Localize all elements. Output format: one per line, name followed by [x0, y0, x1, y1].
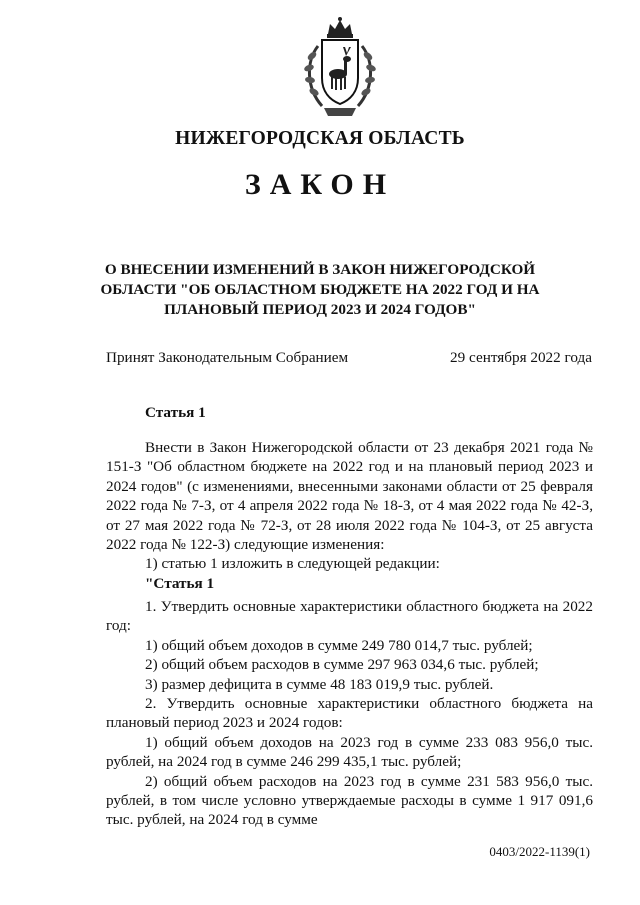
article-body [106, 438, 593, 593]
budget-2022-income: 1) общий объем доходов в сумме 249 780 014,7 тыс. рублей; [145, 636, 533, 654]
budget-2023-2024-income: 1) общий объем доходов на 2023 год в сумме 233 083 956,0 тыс. рублей, на 2024 год в сумме 246 299 435,1 тыс. рублей; [106, 733, 593, 771]
budget-2022-expenses: 2) общий объем расходов в сумме 297 963 034,6 тыс. рублей; [145, 656, 539, 674]
change-item-1: 1) статью 1 изложить в следующей редакции: [145, 555, 440, 573]
law-title: О ВНЕСЕНИИ ИЗМЕНЕНИЙ В ЗАКОН НИЖЕГОРОДСКОЙ ОБЛАСТИ "ОБ ОБЛАСТНОМ БЮДЖЕТЕ НА 2022 ГОД И НА ПЛАНОВЫЙ ПЕРИОД 2023 И 2024 ГОДОВ" [100, 261, 540, 318]
adoption-text: Принят Законодательным Собранием [106, 349, 349, 366]
region-name: НИЖЕГОРОДСКАЯ ОБЛАСТЬ [175, 128, 465, 149]
document-code: 0403/2022-1139(1) [489, 844, 590, 859]
article-heading: Статья 1 [145, 404, 206, 421]
budget-2023-2024-paragraph: 2. Утвердить основные характеристики областного бюджета на плановый период 2023 и 2024 годов: [106, 695, 593, 732]
article-intro-paragraph: Внести в Закон Нижегородской области от 23 декабря 2021 года № 151-З "Об областном бюджете на 2022 год и на плановый период 2023 и 2024 годов" (с изменениями, внесенными законами области от 25 февраля 2022 года № 7-З, от 4 апреля 2022 года № 18-З, от 4 мая 2022 года № 42-З, от 27 мая 2022 года № 72-З, от 28 июля 2022 года № 104-З, от 25 августа 2022 года № 122-З) следующие изменения: [106, 439, 593, 554]
document-type: ЗАКОН [244, 168, 396, 201]
coat-of-arms-emblem [300, 16, 380, 120]
adoption-date: 29 сентября 2022 года [450, 349, 592, 366]
quoted-article-heading: "Статья 1 [145, 574, 215, 592]
budget-2022-paragraph: 1. Утвердить основные характеристики областного бюджета на 2022 год: [106, 598, 593, 635]
quoted-article-body [106, 597, 593, 830]
budget-2022-deficit: 3) размер дефицита в сумме 48 183 019,9 тыс. рублей. [145, 675, 494, 693]
budget-2023-2024-expenses: 2) общий объем расходов на 2023 год в сумме 231 583 956,0 тыс. рублей, в том числе условно утверждаемые расходы в сумме 1 917 091,6 тыс. рублей, на 2024 год в сумме [106, 772, 593, 829]
